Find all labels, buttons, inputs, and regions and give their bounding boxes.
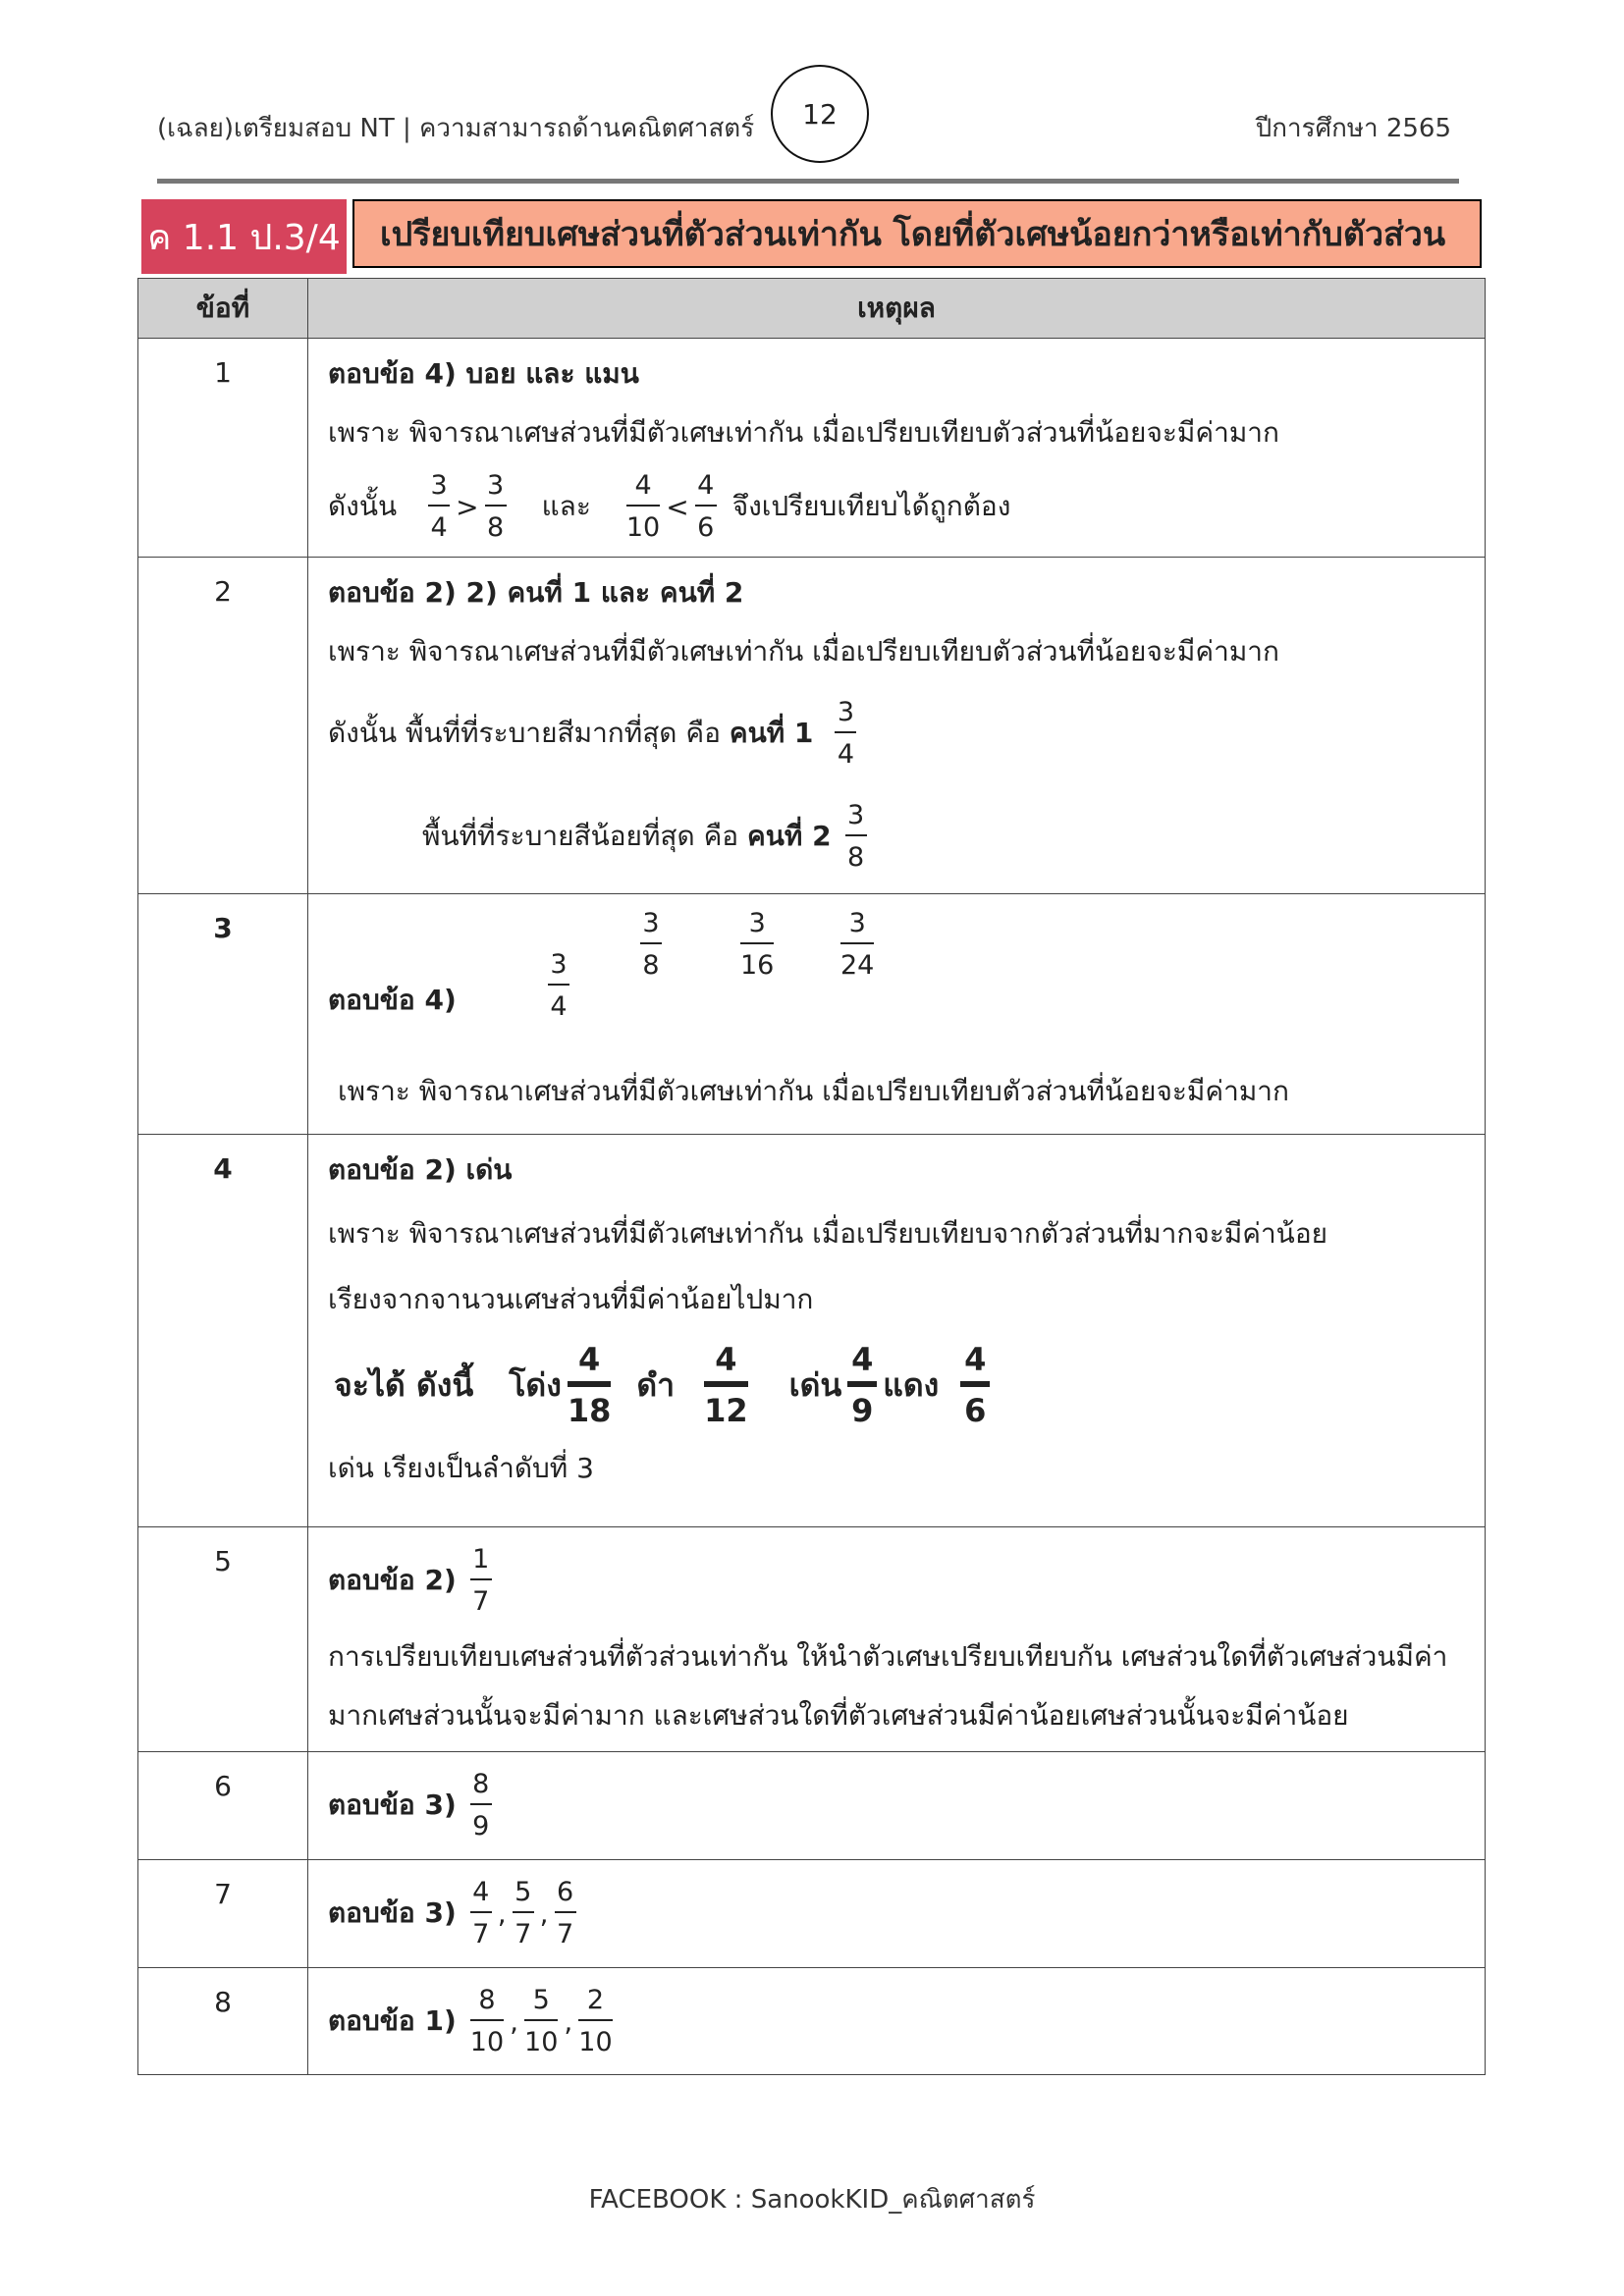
- table-row: [138, 1968, 1486, 2075]
- table-row: [138, 1860, 1486, 1968]
- answer-table: [137, 278, 1486, 2075]
- row-reason: [308, 1860, 1486, 1968]
- fraction: $\frac{5}{7}$: [513, 1879, 534, 1948]
- separator: ,: [564, 2004, 573, 2038]
- answer-line: [328, 1533, 1485, 1628]
- fraction: 4 6: [960, 1344, 990, 1426]
- fraction: 4 12: [704, 1341, 748, 1429]
- footer-credit: FACEBOOK : SanookKID_คณิตศาสตร์: [588, 2185, 1036, 2215]
- row-number: 3: [138, 894, 308, 1135]
- result-text: เด่น เรียงเป็นลำดับที่ 3: [328, 1452, 594, 1484]
- row-number: 6: [138, 1752, 308, 1860]
- table-row: [138, 1527, 1486, 1752]
- fraction: $\frac{8}{10}$: [469, 1985, 505, 2057]
- person-name: แดง: [883, 1365, 940, 1404]
- row-number: 4: [138, 1135, 308, 1527]
- table-row: [138, 1752, 1486, 1860]
- answer-text: ตอบข้อ 3): [328, 1896, 457, 1929]
- row-reason: [308, 558, 1486, 894]
- reason-text: มากเศษส่วนนั้นจะมีค่ามาก และเศษส่วนใดที่ตัวเศษส่วนมีค่าน้อยเศษส่วนนั้นจะมีค่าน้อย: [328, 1699, 1349, 1732]
- table-row: [138, 894, 1486, 1135]
- row-number: 1: [138, 339, 308, 558]
- answer-line: [328, 1974, 1485, 2068]
- row-number: 5: [138, 1527, 308, 1752]
- fraction: $\frac{3}{4}$: [835, 699, 856, 768]
- person-label: คนที่ 1: [729, 716, 814, 749]
- fraction: 3 4: [548, 951, 569, 1020]
- section-title: เปรียบเทียบเศษส่วนที่ตัวส่วนเท่ากัน โดยที่ตัวเศษน้อยกว่าหรือเท่ากับตัวส่วน: [352, 199, 1482, 268]
- person-label: คนที่ 2: [747, 819, 832, 852]
- label-and: และ: [541, 490, 591, 522]
- row-reason: [308, 1527, 1486, 1752]
- header-divider: [157, 179, 1459, 184]
- row-reason: [308, 1752, 1486, 1860]
- row-reason: [308, 1968, 1486, 2075]
- fraction: 3 24: [840, 908, 875, 981]
- reason-text: เพราะ พิจารณาเศษส่วนที่มีตัวเศษเท่ากัน เมื่อเปรียบเทียบตัวส่วนที่น้อยจะมีค่ามาก: [328, 416, 1279, 449]
- fraction: $\frac{6}{7}$: [555, 1879, 576, 1948]
- fraction: $\frac{3}{8}$: [485, 472, 507, 541]
- answer-fractions: [328, 900, 1485, 1062]
- separator: ,: [497, 1896, 507, 1930]
- answer-text: ตอบข้อ 2) เด่น: [328, 1153, 513, 1186]
- reason-text: เพราะ พิจารณาเศษส่วนที่มีตัวเศษเท่ากัน เมื่อเปรียบเทียบจากตัวส่วนที่มากจะมีค่าน้อย: [328, 1217, 1328, 1250]
- table-row: [138, 339, 1486, 558]
- header-year: ปีการศึกษา 2565: [1255, 114, 1451, 143]
- operator: >: [456, 490, 479, 523]
- label-so: ดังนั้น: [328, 490, 398, 522]
- row-reason: [308, 339, 1486, 558]
- ordering-line: [328, 1331, 1485, 1439]
- column-header-number: ข้อที่: [138, 279, 308, 339]
- row-reason: [308, 894, 1486, 1135]
- indicator-code: ค 1.1 ป.3/4: [141, 199, 347, 274]
- table-header-row: [138, 279, 1486, 339]
- fraction: 4 18: [567, 1341, 612, 1429]
- most-shaded-label: ดังนั้น พื้นที่ที่ระบายสีมากที่สุด คือ: [328, 716, 721, 749]
- row-number: 7: [138, 1860, 308, 1968]
- reason-text: เพราะ พิจารณาเศษส่วนที่มีตัวเศษเท่ากัน เมื่อเปรียบเทียบตัวส่วนที่น้อยจะมีค่ามาก: [328, 635, 1279, 667]
- table-row: [138, 1135, 1486, 1527]
- fraction: $\frac{4}{7}$: [470, 1879, 492, 1948]
- person-name: ดำ: [636, 1365, 676, 1404]
- person-name: เด่น: [788, 1365, 842, 1404]
- answer-text: ตอบข้อ 3): [328, 1789, 457, 1821]
- order-text: เรียงจากจานวนเศษส่วนที่มีค่าน้อยไปมาก: [328, 1283, 814, 1315]
- most-shaded-line: [328, 681, 1485, 784]
- fraction: $\frac{5}{10}$: [524, 1985, 559, 2057]
- column-header-reason: เหตุผล: [308, 279, 1486, 339]
- ordering-label: จะได้ ดังนี้: [334, 1365, 474, 1404]
- least-shaded-label: พื้นที่ที่ระบายสีน้อยที่สุด คือ: [422, 819, 739, 852]
- fraction: $\frac{4}{6}$: [695, 472, 717, 541]
- fraction: 4 9: [847, 1344, 877, 1426]
- fraction: $\frac{1}{7}$: [470, 1546, 492, 1615]
- fraction: 3 16: [740, 908, 775, 981]
- row-number: 2: [138, 558, 308, 894]
- fraction: $\frac{3}{8}$: [845, 802, 867, 871]
- conclusion-text: จึงเปรียบเทียบได้ถูกต้อง: [731, 490, 1011, 522]
- comparison-line: [328, 462, 1485, 551]
- fraction: $\frac{4}{10}$: [625, 470, 661, 543]
- header-title: (เฉลย)เตรียมสอบ NT | ความสามารถด้านคณิตศาสตร์: [157, 114, 755, 143]
- separator: ,: [510, 2004, 519, 2038]
- table-row: [138, 558, 1486, 894]
- fraction: $\frac{2}{10}$: [578, 1985, 613, 2057]
- person-name: โด่ง: [509, 1365, 562, 1404]
- page-number: 12: [771, 65, 869, 163]
- least-shaded-line: [328, 784, 1485, 887]
- operator: <: [666, 490, 689, 523]
- fraction: $\frac{8}{9}$: [470, 1771, 492, 1840]
- answer-text: ตอบข้อ 2) 2) คนที่ 1 และ คนที่ 2: [328, 576, 744, 609]
- fraction: $\frac{3}{4}$: [428, 472, 450, 541]
- answer-text: ตอบข้อ 1): [328, 2004, 457, 2037]
- row-reason: [308, 1135, 1486, 1527]
- reason-text: การเปรียบเทียบเศษส่วนที่ตัวส่วนเท่ากัน ให้นำตัวเศษเปรียบเทียบกัน เศษส่วนใดที่ตัวเศษส่วนมีค่า: [328, 1640, 1448, 1673]
- answer-text: ตอบข้อ 2): [328, 1564, 457, 1596]
- answer-line: [328, 1758, 1485, 1852]
- fraction: 3 8: [640, 910, 662, 979]
- separator: ,: [539, 1896, 549, 1930]
- row-number: 8: [138, 1968, 308, 2075]
- answer-line: [328, 1866, 1485, 1960]
- reason-text: เพราะ พิจารณาเศษส่วนที่มีตัวเศษเท่ากัน เมื่อเปรียบเทียบตัวส่วนที่น้อยจะมีค่ามาก: [338, 1075, 1289, 1107]
- answer-text: ตอบข้อ 4): [328, 984, 457, 1016]
- answer-text: ตอบข้อ 4) บอย และ แมน: [328, 357, 639, 390]
